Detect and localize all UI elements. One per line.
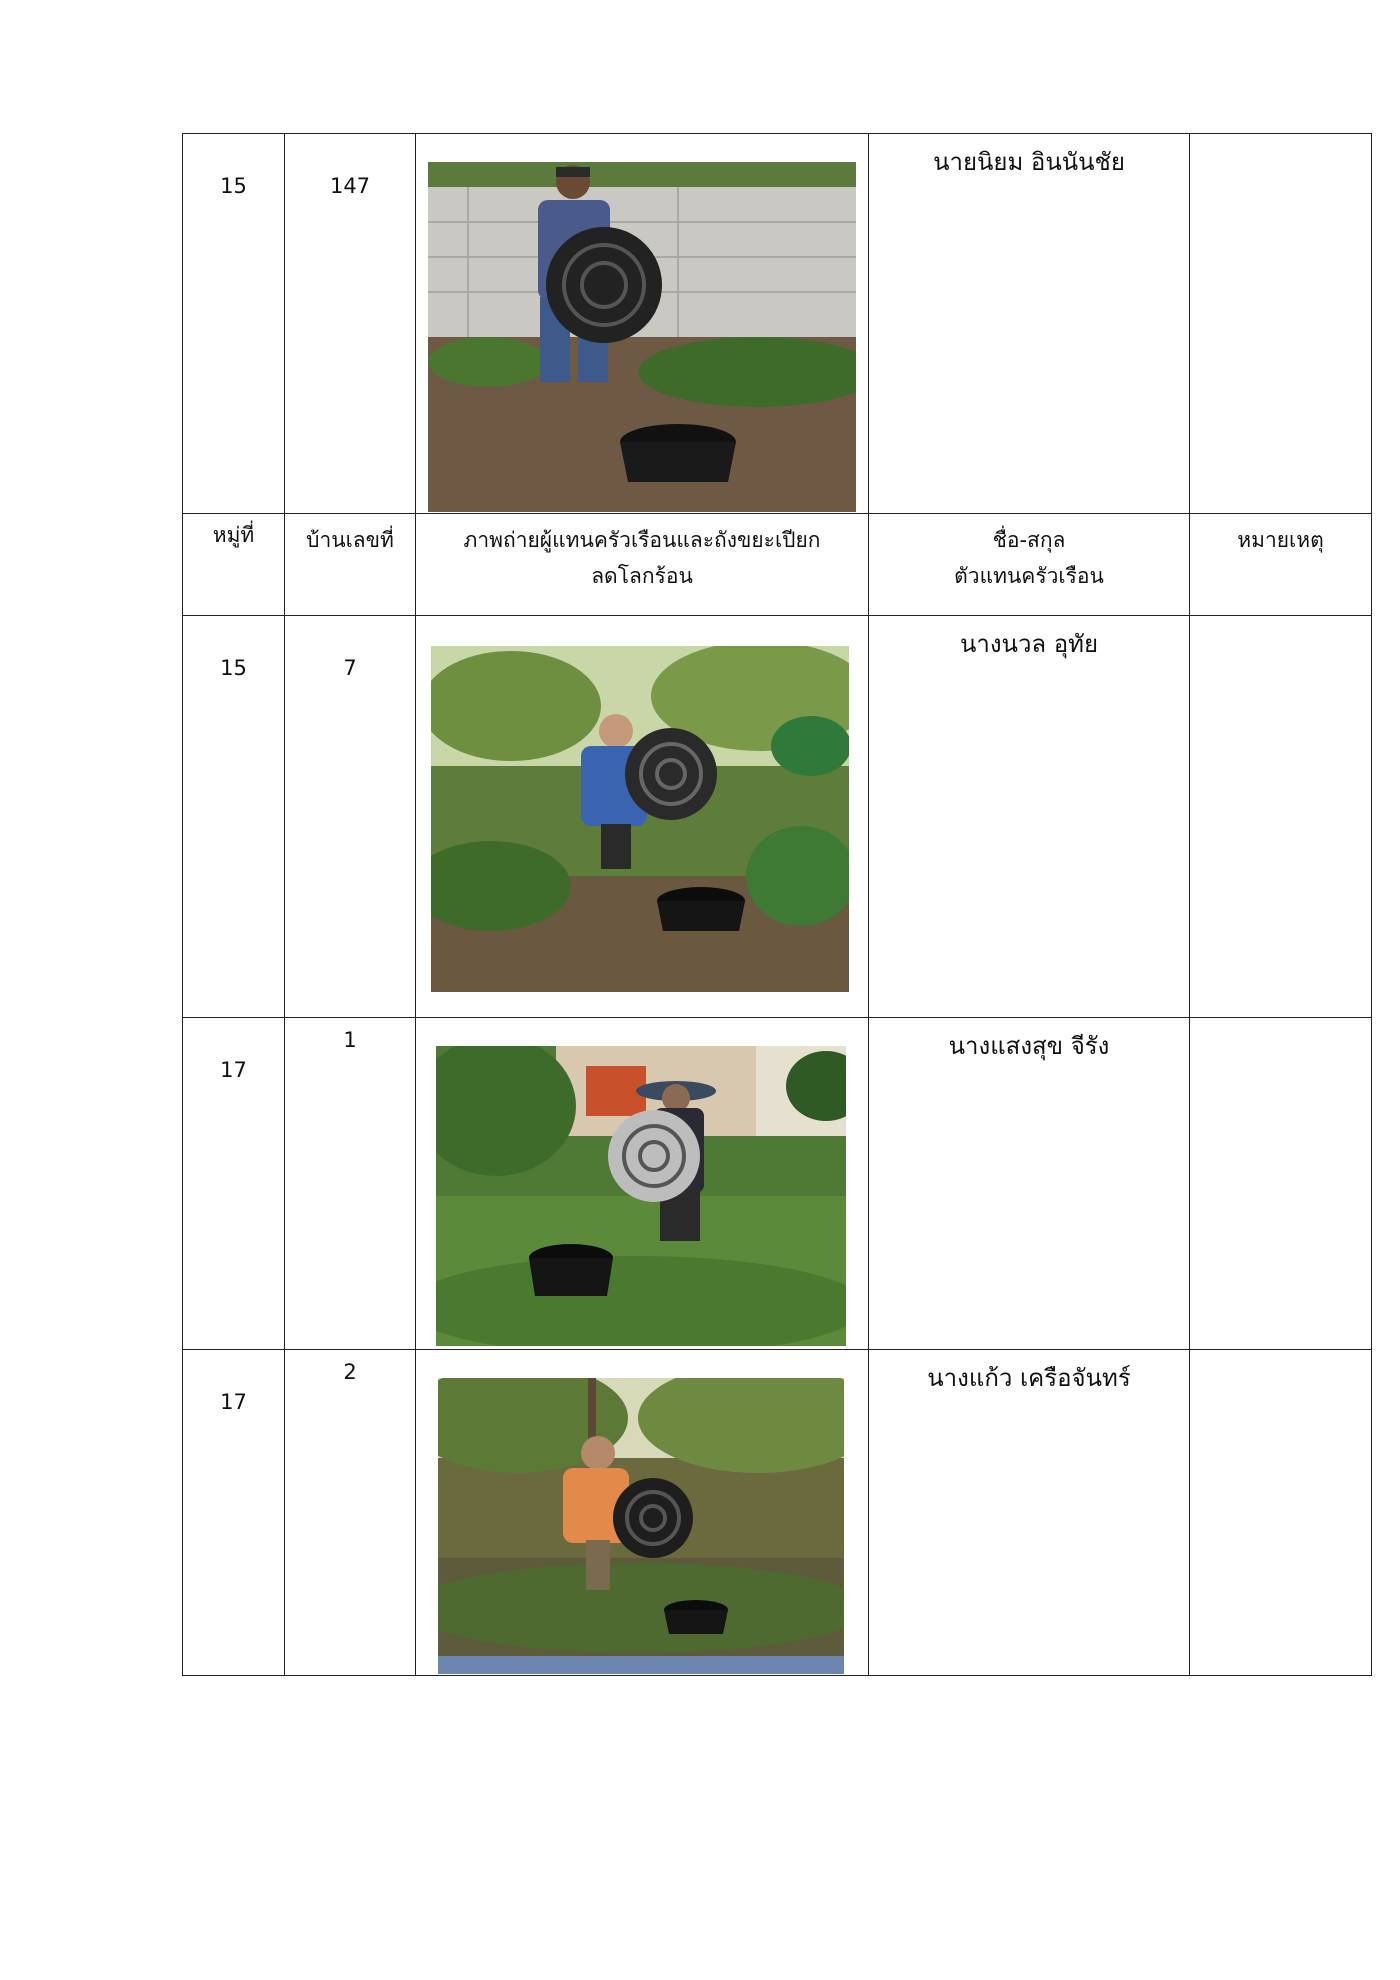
remark-cell bbox=[1190, 134, 1372, 514]
village-cell: 15 bbox=[183, 616, 285, 1018]
house-no-cell: 7 bbox=[285, 616, 416, 1018]
name-header-line1: ชื่อ-สกุล bbox=[992, 528, 1066, 552]
person-with-compost-bin-photo-icon bbox=[428, 162, 856, 512]
remark-cell bbox=[1190, 1350, 1372, 1676]
household-table bbox=[182, 133, 1372, 1676]
person-with-compost-bin-photo-icon bbox=[438, 1378, 844, 1674]
photo-cell bbox=[416, 1350, 869, 1676]
house-no-header: บ้านเลขที่ bbox=[285, 514, 416, 616]
person-with-compost-bin-photo-icon bbox=[431, 646, 849, 992]
house-no-cell: 2 bbox=[285, 1350, 416, 1676]
remark-cell bbox=[1190, 1018, 1372, 1350]
household-photo bbox=[436, 1046, 846, 1346]
photo-cell bbox=[416, 1018, 869, 1350]
photo-cell bbox=[416, 134, 869, 514]
house-no-cell: 147 bbox=[285, 134, 416, 514]
photo-header-line1: ภาพถ่ายผู้แทนครัวเรือนและถังขยะเปียก bbox=[463, 528, 821, 552]
village-cell: 17 bbox=[183, 1018, 285, 1350]
table-header-row bbox=[183, 514, 1372, 616]
household-photo bbox=[428, 162, 856, 512]
house-no-cell: 1 bbox=[285, 1018, 416, 1350]
village-cell: 17 bbox=[183, 1350, 285, 1676]
household-photo bbox=[431, 646, 849, 992]
name-header-line2: ตัวแทนครัวเรือน bbox=[954, 564, 1104, 588]
table-row bbox=[183, 134, 1372, 514]
table-row bbox=[183, 1018, 1372, 1350]
name-cell: นางแก้ว เครือจันทร์ bbox=[869, 1350, 1190, 1676]
remark-header: หมายเหตุ bbox=[1190, 514, 1372, 616]
name-header bbox=[869, 514, 1190, 616]
photo-header bbox=[416, 514, 869, 616]
table-row bbox=[183, 616, 1372, 1018]
village-cell: 15 bbox=[183, 134, 285, 514]
name-cell: นายนิยม อินนันชัย bbox=[869, 134, 1190, 514]
household-photo bbox=[438, 1378, 844, 1674]
remark-cell bbox=[1190, 616, 1372, 1018]
village-header: หมู่ที่ bbox=[183, 514, 285, 616]
person-with-compost-bin-photo-icon bbox=[436, 1046, 846, 1346]
name-cell: นางนวล อุทัย bbox=[869, 616, 1190, 1018]
photo-cell bbox=[416, 616, 869, 1018]
name-cell: นางแสงสุข จีรัง bbox=[869, 1018, 1190, 1350]
photo-header-line2: ลดโลกร้อน bbox=[591, 564, 693, 588]
table-row bbox=[183, 1350, 1372, 1676]
